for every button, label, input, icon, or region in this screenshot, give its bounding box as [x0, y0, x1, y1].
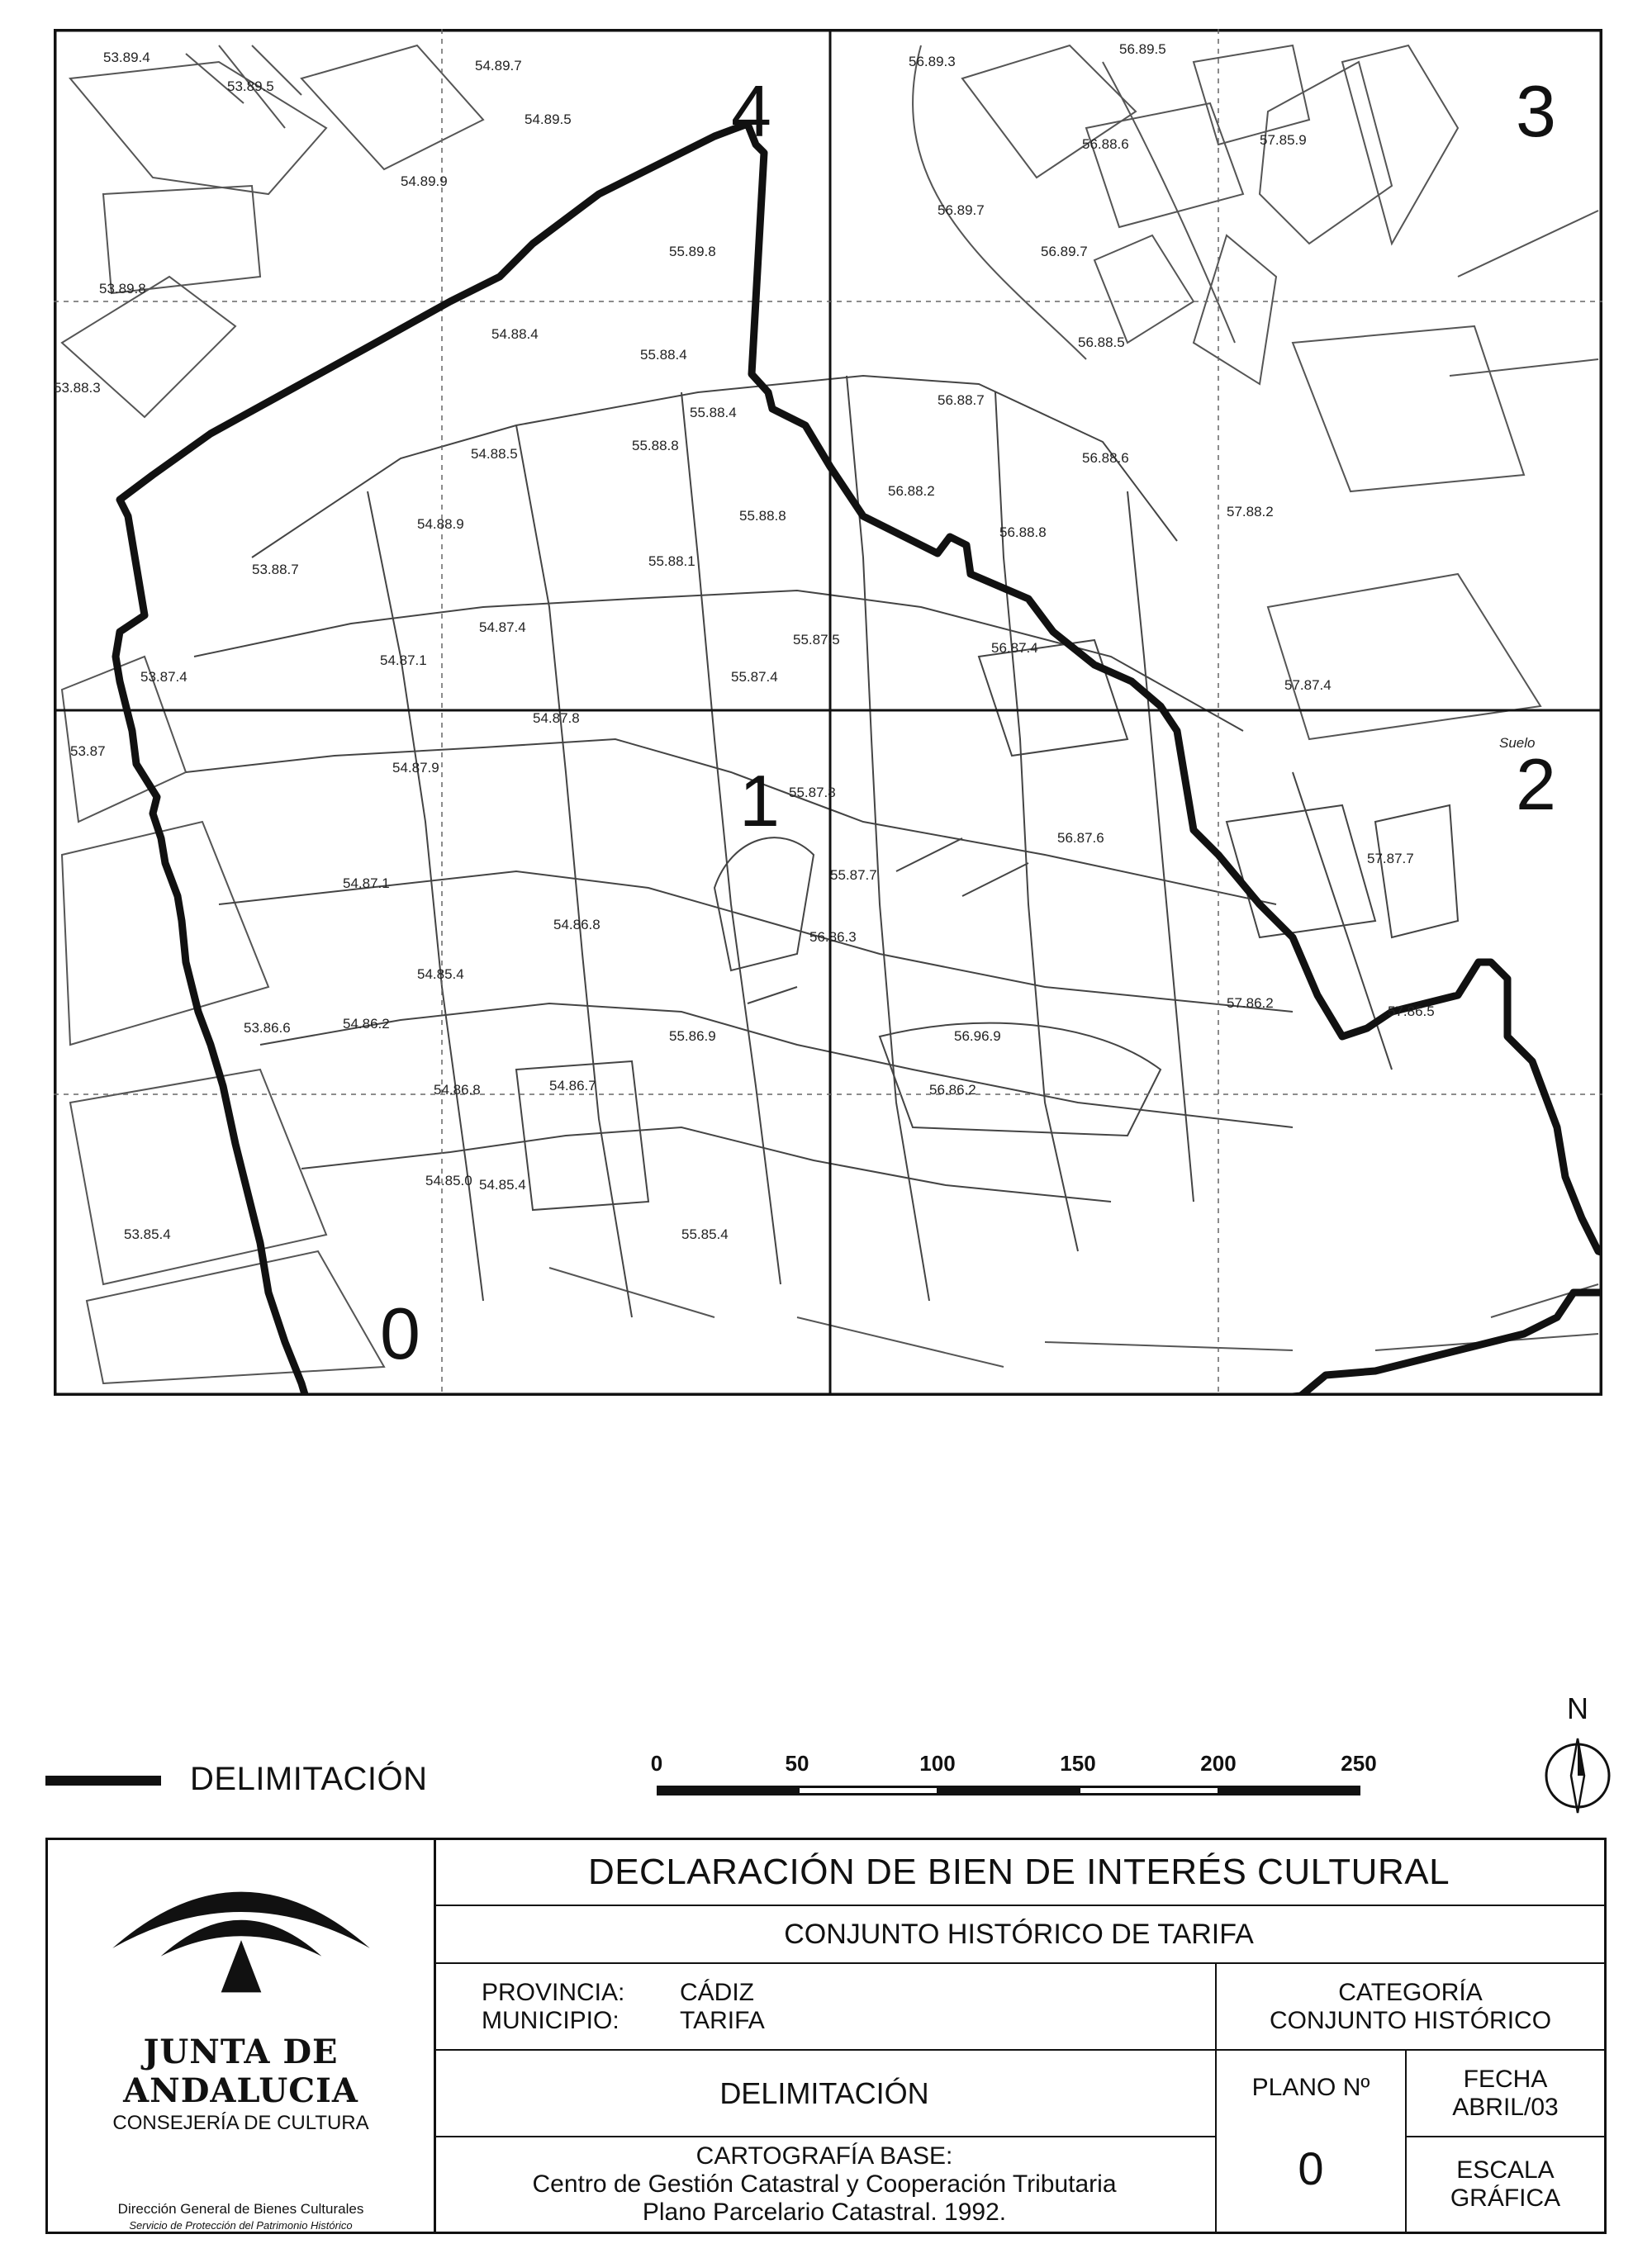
- parcel-code: 54.86.7: [549, 1078, 596, 1093]
- scale-segment: [1218, 1786, 1360, 1795]
- parcel-code: 56.89.3: [909, 54, 956, 69]
- parcel-code: 56.88.7: [938, 392, 985, 408]
- parcel-code: 54.87.1: [343, 875, 390, 891]
- parcel-code: 57.86.5: [1388, 1003, 1435, 1019]
- parcel-code: 53.87.4: [140, 669, 188, 685]
- parcel-code: 55.88.1: [648, 553, 695, 569]
- parcel-code: 55.88.8: [739, 508, 786, 524]
- base-cartography-panel: [434, 2137, 1217, 2232]
- parcel-code: 56.88.2: [888, 483, 935, 499]
- parcel-code: 55.85.4: [681, 1226, 729, 1242]
- scale-segment: [938, 1786, 1080, 1795]
- parcel-code: 53.87: [70, 743, 106, 759]
- sector-label-4: 4: [731, 70, 771, 152]
- plan-title: DELIMITACIÓN: [434, 2051, 1217, 2137]
- province-label: PROVINCIA:: [482, 1978, 625, 2006]
- scale-tick-label: 250: [1341, 1751, 1377, 1776]
- base-cartography-label: CARTOGRAFÍA BASE:: [695, 2142, 953, 2170]
- north-label: N: [1567, 1691, 1588, 1725]
- parcel-code: 55.89.8: [669, 244, 716, 259]
- parcel-code: 53.89.5: [227, 78, 274, 94]
- parcel-code: 54.85.4: [479, 1177, 526, 1193]
- scale-segment: [1078, 1786, 1220, 1795]
- sector-label-2: 2: [1516, 743, 1556, 825]
- parcel-code: 56.88.5: [1078, 334, 1125, 350]
- parcel-code: 56.86.2: [929, 1082, 976, 1098]
- base-cartography-plan: Plano Parcelario Catastral. 1992.: [642, 2199, 1007, 2226]
- parcel-code: 55.88.4: [640, 347, 687, 363]
- parcel-code: 54.89.9: [401, 173, 448, 189]
- cadastral-map: [54, 29, 1602, 1396]
- parcel-code: 57.87.4: [1284, 677, 1332, 693]
- scale-tick-label: 100: [919, 1751, 956, 1776]
- service-name: Servicio de Protección del Patrimonio Histórico: [129, 2219, 353, 2232]
- scale-panel: [1407, 2137, 1604, 2232]
- parcel-code: 54.85.4: [417, 966, 464, 982]
- parcel-code: 56.88.8: [999, 524, 1047, 540]
- delimitation-legend-label: DELIMITACIÓN: [190, 1761, 428, 1797]
- parcel-code: 53.88.3: [54, 380, 101, 396]
- parcel-code: 54.86.8: [434, 1082, 481, 1098]
- date-label: FECHA: [1463, 2065, 1548, 2093]
- parcel-code: 56.87.4: [991, 640, 1038, 656]
- parcel-code: 56.96.9: [954, 1028, 1001, 1044]
- category-value: CONJUNTO HISTÓRICO: [1269, 2006, 1552, 2034]
- graphic-scale-bar: [615, 1751, 1408, 1817]
- plan-number: 0: [1298, 2142, 1324, 2194]
- parcel-code: 54.85.0: [425, 1173, 472, 1188]
- plan-number-label: PLANO Nº: [1251, 2074, 1370, 2101]
- parcel-code: 56.88.6: [1082, 450, 1129, 466]
- parcel-code: 54.88.5: [471, 446, 518, 462]
- parcel-code: 55.87.8: [789, 785, 836, 800]
- category-panel: [1217, 1964, 1604, 2051]
- base-cartography-source: Centro de Gestión Catastral y Cooperación Tributaria: [532, 2170, 1117, 2198]
- category-label: CATEGORÍA: [1338, 1978, 1483, 2006]
- parcel-code: 53.89.8: [99, 281, 146, 296]
- map-legend: [45, 1751, 1598, 1825]
- parcel-code: 55.87.5: [793, 632, 840, 648]
- parcel-code: 54.87.8: [533, 710, 580, 726]
- scale-tick-label: 50: [785, 1751, 809, 1776]
- municipality-value: TARIFA: [680, 2006, 765, 2034]
- scale-value: GRÁFICA: [1450, 2184, 1561, 2212]
- plan-number-panel: [1217, 2051, 1407, 2232]
- parcel-code: 54.88.4: [491, 326, 539, 342]
- scale-tick-label: 0: [650, 1751, 663, 1776]
- date-value: ABRIL/03: [1452, 2093, 1559, 2121]
- place-label: Suelo: [1499, 735, 1536, 751]
- map-svg: [54, 29, 1602, 1396]
- parcel-code: 55.87.4: [731, 669, 778, 685]
- parcel-code: 54.86.2: [343, 1016, 390, 1032]
- date-panel: [1407, 2051, 1604, 2137]
- parcel-code: 54.86.8: [553, 917, 601, 932]
- parcel-code: 55.87.7: [830, 867, 877, 883]
- parcel-code: 54.87.1: [380, 652, 427, 668]
- junta-andalucia-logo: [93, 1852, 390, 2004]
- province-value: CÁDIZ: [680, 1978, 754, 2006]
- parcel-code: 54.87.4: [479, 619, 526, 635]
- scale-segment: [797, 1786, 939, 1795]
- parcel-code: 56.89.5: [1119, 41, 1166, 57]
- scale-tick-label: 200: [1200, 1751, 1237, 1776]
- title-block: [45, 1838, 1607, 2234]
- declaration-title: DECLARACIÓN DE BIEN DE INTERÉS CULTURAL: [434, 1840, 1604, 1906]
- institution-panel: [48, 1840, 436, 2232]
- sector-label-0: 0: [380, 1293, 420, 1374]
- scale-label: ESCALA: [1456, 2156, 1555, 2184]
- parcel-code: 54.88.9: [417, 516, 464, 532]
- parcel-code: 56.86.3: [809, 929, 857, 945]
- scale-tick-label: 150: [1060, 1751, 1096, 1776]
- parcel-code: 57.88.2: [1227, 504, 1274, 519]
- map-border: [55, 31, 1602, 1395]
- department-name: CONSEJERÍA DE CULTURA: [112, 2112, 369, 2134]
- parcel-code: 55.86.9: [669, 1028, 716, 1044]
- parcel-code: 53.89.4: [103, 50, 150, 65]
- parcel-code: 57.87.7: [1367, 851, 1414, 866]
- delimitation-line-symbol: [45, 1776, 161, 1786]
- parcel-code: 55.88.8: [632, 438, 679, 453]
- parcel-code: 57.86.2: [1227, 995, 1274, 1011]
- parcel-code: 53.88.7: [252, 562, 299, 577]
- parcel-code: 56.89.7: [938, 202, 985, 218]
- north-arrow: [1536, 1689, 1619, 1821]
- parcel-code: 54.87.9: [392, 760, 439, 776]
- parcel-code: 56.89.7: [1041, 244, 1088, 259]
- site-name: CONJUNTO HISTÓRICO DE TARIFA: [434, 1906, 1604, 1964]
- parcel-code: 57.85.9: [1260, 132, 1307, 148]
- parcel-code: 56.87.6: [1057, 830, 1104, 846]
- parcel-code: 53.85.4: [124, 1226, 171, 1242]
- location-panel: [434, 1964, 1217, 2051]
- parcel-code: 56.88.6: [1082, 136, 1129, 152]
- scale-segment: [657, 1786, 799, 1795]
- sector-label-3: 3: [1516, 70, 1556, 152]
- directorate-name: Dirección General de Bienes Culturales: [117, 2201, 364, 2217]
- municipality-label: MUNICIPIO:: [482, 2006, 620, 2034]
- parcel-code: 54.89.7: [475, 58, 522, 74]
- sector-label-1: 1: [739, 760, 780, 842]
- institution-name: JUNTA DE ANDALUCIA: [123, 2033, 358, 2110]
- parcel-code: 53.86.6: [244, 1020, 291, 1036]
- parcel-code: 54.89.5: [525, 111, 572, 127]
- parcel-code: 55.88.4: [690, 405, 737, 420]
